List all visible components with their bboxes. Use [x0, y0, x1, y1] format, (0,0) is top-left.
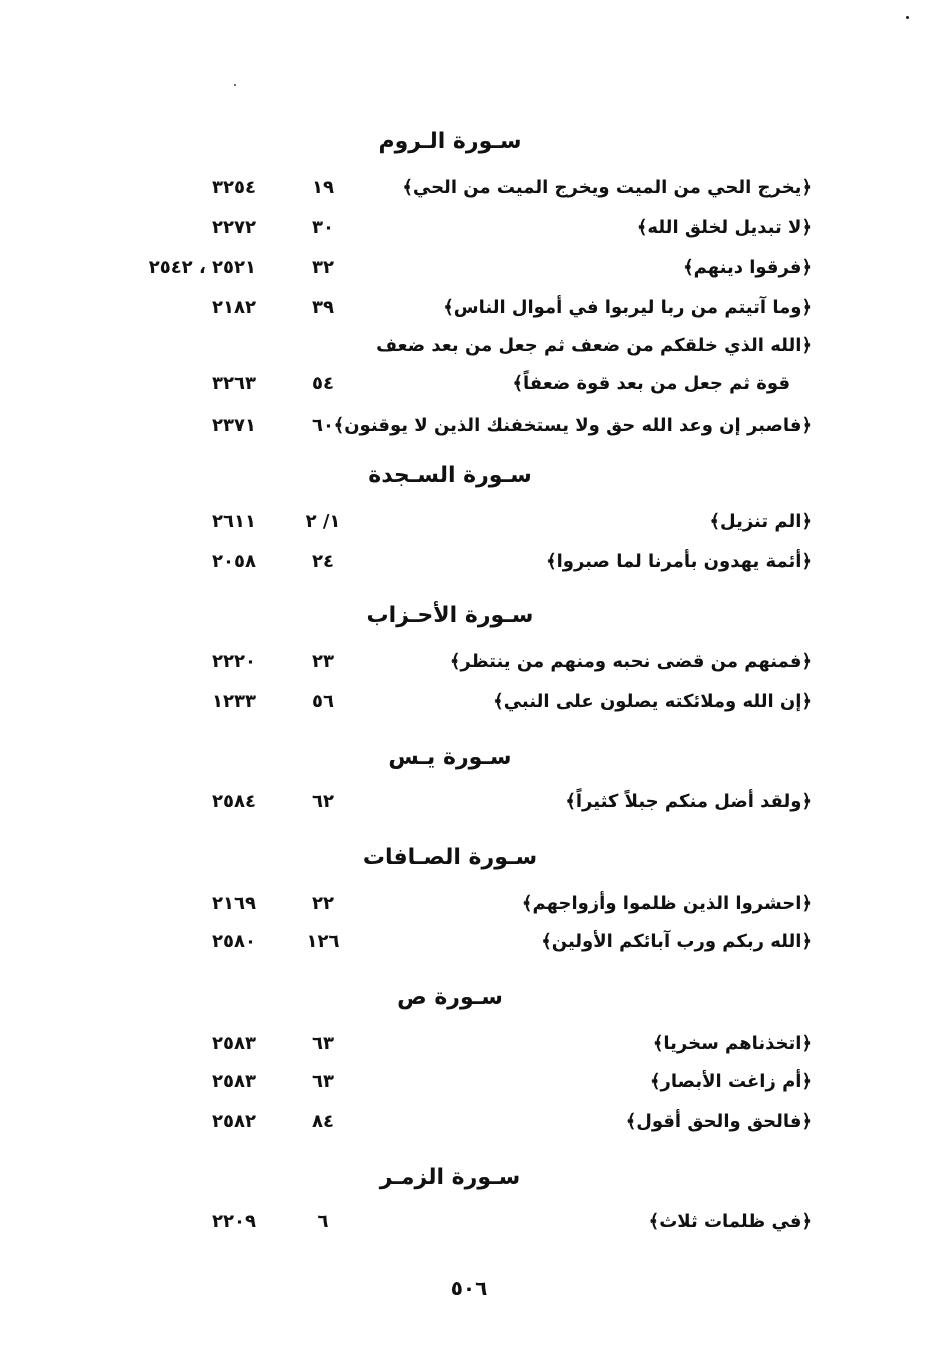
- index-row: [0, 1024, 938, 1064]
- verse-number: ٢٤: [312, 551, 334, 572]
- verse-text: ﴿فاصبر إن وعد الله حق ولا يستخفنك الذين لا يوقنون﴾: [333, 415, 812, 436]
- hadith-reference: ٢٢٠٩: [212, 1211, 256, 1232]
- index-row: [0, 1102, 938, 1142]
- verse-number: ١/ ٢: [305, 511, 341, 532]
- scan-speck: [906, 16, 909, 19]
- index-row: [0, 642, 938, 682]
- index-row: [0, 884, 938, 924]
- verse-text: ﴿أئمة يهدون بأمرنا لما صبروا﴾: [546, 551, 812, 572]
- verse-number: ١٢٦: [306, 931, 340, 952]
- verse-text: ﴿في ظلمات ثلاث﴾: [648, 1211, 812, 1232]
- hadith-reference: ٢٥٨٣: [212, 1033, 256, 1054]
- index-row: [0, 502, 938, 542]
- index-row: [0, 922, 938, 962]
- verse-number: ١٩: [312, 177, 334, 198]
- verse-number: ٥٤: [312, 373, 334, 394]
- verse-text: ﴿الم تنزيل﴾: [709, 511, 812, 532]
- verse-text: ﴿فالحق والحق أقول﴾: [625, 1111, 812, 1132]
- verse-text: ﴿اتخذناهم سخريا﴾: [652, 1033, 812, 1054]
- hadith-reference: ٣٢٦٣: [212, 373, 256, 394]
- verse-number: ٢٣: [312, 651, 334, 672]
- hadith-reference: ٢٣٧١: [212, 415, 256, 436]
- index-row: [0, 208, 938, 248]
- hadith-reference: ٢١٦٩: [212, 893, 256, 914]
- verse-text: ﴿الله ربكم ورب آبائكم الأولين﴾: [541, 931, 812, 952]
- verse-number: ٨٤: [312, 1111, 334, 1132]
- verse-number: ٥٦: [312, 691, 334, 712]
- surah-heading: سـورة ص: [397, 985, 503, 1010]
- verse-text: ﴿أم زاغت الأبصار﴾: [649, 1071, 812, 1092]
- surah-heading-row: [0, 838, 938, 878]
- verse-text-continuation: قوة ثم جعل من بعد قوة ضعفاً﴾: [512, 373, 790, 394]
- index-row: [0, 248, 938, 288]
- verse-number: ٣٢: [312, 257, 334, 278]
- hadith-reference: ٢٥٨٠: [212, 931, 256, 952]
- surah-heading: سـورة الـروم: [378, 129, 522, 154]
- surah-heading-row: [0, 596, 938, 636]
- verse-number: ٦٠: [312, 415, 334, 436]
- scan-speck: [234, 84, 236, 86]
- verse-number: ٣٠: [312, 217, 334, 238]
- verse-text: ﴿فرقوا دينهم﴾: [683, 257, 812, 278]
- verse-text: ﴿إن الله وملائكته يصلون على النبي﴾: [493, 691, 812, 712]
- index-row: [0, 288, 938, 328]
- index-row: [0, 782, 938, 822]
- verse-number: ٦: [317, 1211, 329, 1232]
- hadith-reference: ٢٥٨٤: [212, 791, 256, 812]
- surah-heading: سـورة الصـافات: [362, 845, 538, 870]
- surah-heading: سـورة السـجدة: [368, 463, 532, 488]
- verse-number: ٢٢: [312, 893, 334, 914]
- page-number: ٥٠٦: [450, 1276, 488, 1300]
- hadith-reference: ٢١٨٢: [212, 297, 256, 318]
- hadith-reference: ٣٢٥٤: [212, 177, 256, 198]
- verse-text: ﴿لا تبديل لخلق الله﴾: [636, 217, 812, 238]
- hadith-reference: ٢٥٨٣: [212, 1071, 256, 1092]
- verse-text: ﴿الله الذي خلقكم من ضعف ثم جعل من بعد ضعف: [376, 335, 812, 356]
- index-row: [0, 168, 938, 208]
- surah-heading: سـورة الأحـزاب: [366, 603, 534, 628]
- verse-text: ﴿يخرج الحي من الميت ويخرج الميت من الحي﴾: [402, 177, 812, 198]
- surah-heading-row: [0, 122, 938, 162]
- index-row: [0, 682, 938, 722]
- surah-heading-row: [0, 1158, 938, 1198]
- index-row: [0, 542, 938, 582]
- surah-heading-row: [0, 456, 938, 496]
- verse-text: ﴿احشروا الذين ظلموا وأزواجهم﴾: [521, 893, 812, 914]
- hadith-reference: ٢٠٥٨: [212, 551, 256, 572]
- hadith-reference: ٢٥٨٢: [212, 1111, 256, 1132]
- hadith-reference: ٢٥٢١ ، ٢٥٤٢: [148, 257, 256, 278]
- verse-text: ﴿وما آتيتم من ربا ليربوا في أموال الناس﴾: [443, 297, 812, 318]
- verse-number: ٣٩: [312, 297, 334, 318]
- hadith-reference: ٢٢٢٠: [212, 651, 256, 672]
- hadith-reference: ٢٦١١: [212, 511, 256, 532]
- index-row: [0, 1202, 938, 1242]
- surah-heading-row: [0, 978, 938, 1018]
- hadith-reference: ٢٢٧٢: [212, 217, 256, 238]
- verse-number: ٦٣: [312, 1071, 334, 1092]
- index-row: [0, 1062, 938, 1102]
- index-row: [0, 406, 938, 446]
- verse-number: ٦٢: [312, 791, 334, 812]
- verse-number: ٦٣: [312, 1033, 334, 1054]
- index-row: [0, 326, 938, 366]
- verse-text: ﴿فمنهم من قضى نحبه ومنهم من ينتظر﴾: [449, 651, 812, 672]
- surah-heading-row: [0, 738, 938, 778]
- surah-heading: سـورة يـس: [388, 745, 512, 770]
- index-row: [0, 364, 938, 404]
- surah-heading: سـورة الزمـر: [379, 1165, 521, 1190]
- hadith-reference: ١٢٣٣: [212, 691, 256, 712]
- verse-text: ﴿ولقد أضل منكم جبلاً كثيراً﴾: [565, 791, 812, 812]
